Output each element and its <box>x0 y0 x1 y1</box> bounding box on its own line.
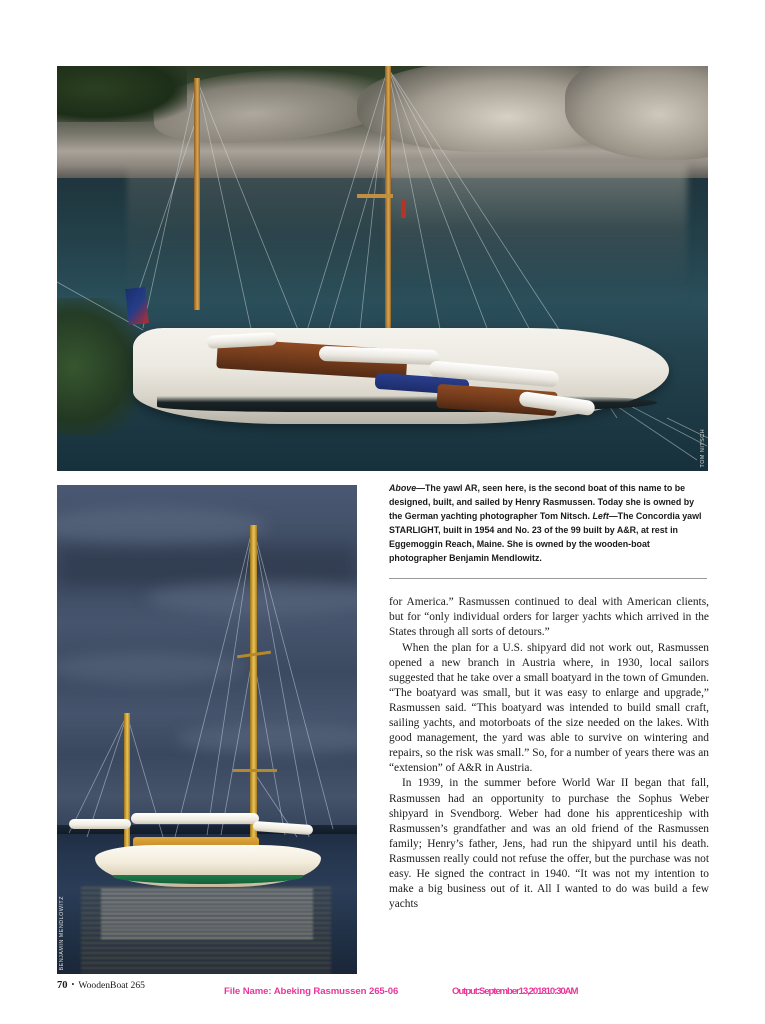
page-footer <box>0 980 765 1000</box>
caption-text-above: —The yawl AR, seen here, is the second boat of this name to be designed, built, and sailed by Henry Rasmussen. Today she is owned by the German yachting photographer Tom Nitsch. <box>389 483 695 522</box>
starlight-mizzen-boom-cover <box>69 819 131 829</box>
starlight-main-boom-cover <box>131 813 259 824</box>
red-pennant <box>401 200 406 218</box>
mizzen-mast <box>194 78 200 310</box>
page-number: 70 <box>57 980 68 991</box>
right-text-column <box>389 481 709 912</box>
article-body <box>389 595 709 912</box>
photo-credit-top: TOM NITSCH <box>700 428 706 467</box>
folio-line <box>57 980 145 991</box>
water-reflection-highlight <box>101 889 313 939</box>
caption-label-left: Left <box>592 511 609 522</box>
photo-yawl-ar <box>57 66 708 471</box>
ensign-flag <box>125 287 149 325</box>
folio-separator: • <box>71 980 75 989</box>
publication-name: WoodenBoat 265 <box>78 980 145 991</box>
photo-caption <box>389 481 709 565</box>
body-paragraph-2: When the plan for a U.S. shipyard did not work out, Rasmussen opened a new branch in Austria where, in 1930, local sailors suggested that he take over a small boatyard in the town of Gmunden. “The boatyard was small, but it was easy to enlarge and upgrade,” Rasmussen said. “This boatyard was intended to build small craft, sailing yachts, and motorboats of the size needed on the lakes. With good management, the yard was able to survive on wintering and repairs, so the risk was small.” So, for a number of years there was an “extension” of A&R in Austria. <box>389 641 709 775</box>
body-paragraph-3: In 1939, in the summer before World War II began that fall, Rasmussen had an opportunity to purchase the Sophus Weber shipyard in Svendborg. Weber had done his apprenticeship with Rasmussen’s grandfather and was an old friend of the Rasmussen family; Henry’s father, Jens, had run the shipyard until his death. Rasmussen really could not refuse the offer, but the purchase was not easy. He signed the contract in 1940. “It was not my intention to make a big business out of it. All I wanted to do was build a few yachts <box>389 777 709 911</box>
proof-file-name: File Name: Abeking Rasmussen 265-06 <box>224 986 399 997</box>
starlight-spreader-lower <box>233 769 277 772</box>
body-paragraph-1: for America.” Rasmussen continued to deal with American clients, but for “only individual orders for larger yachts which arrived in the States through all sorts of detours.” <box>389 596 709 639</box>
caption-label-above: Above <box>389 483 417 493</box>
proof-output-timestamp: Output:September13,201810:30AM <box>452 986 578 997</box>
caption-divider-rule <box>389 578 707 579</box>
photo-credit-left: BENJAMIN MENDLOWITZ <box>59 895 65 970</box>
mast-spreader <box>357 194 393 198</box>
photo-starlight <box>57 485 357 974</box>
caption-text-left: —The Concordia yawl STARLIGHT, built in 1954 and No. 23 of the 99 built by A&R, at rest in Eggemoggin Reach, Maine. She is owned by the wooden-boat photographer Benjamin Mendlowitz. <box>389 511 702 564</box>
starlight-mizzen-mast <box>124 713 130 855</box>
starlight-hull <box>95 845 321 887</box>
starlight-main-mast <box>250 525 257 855</box>
